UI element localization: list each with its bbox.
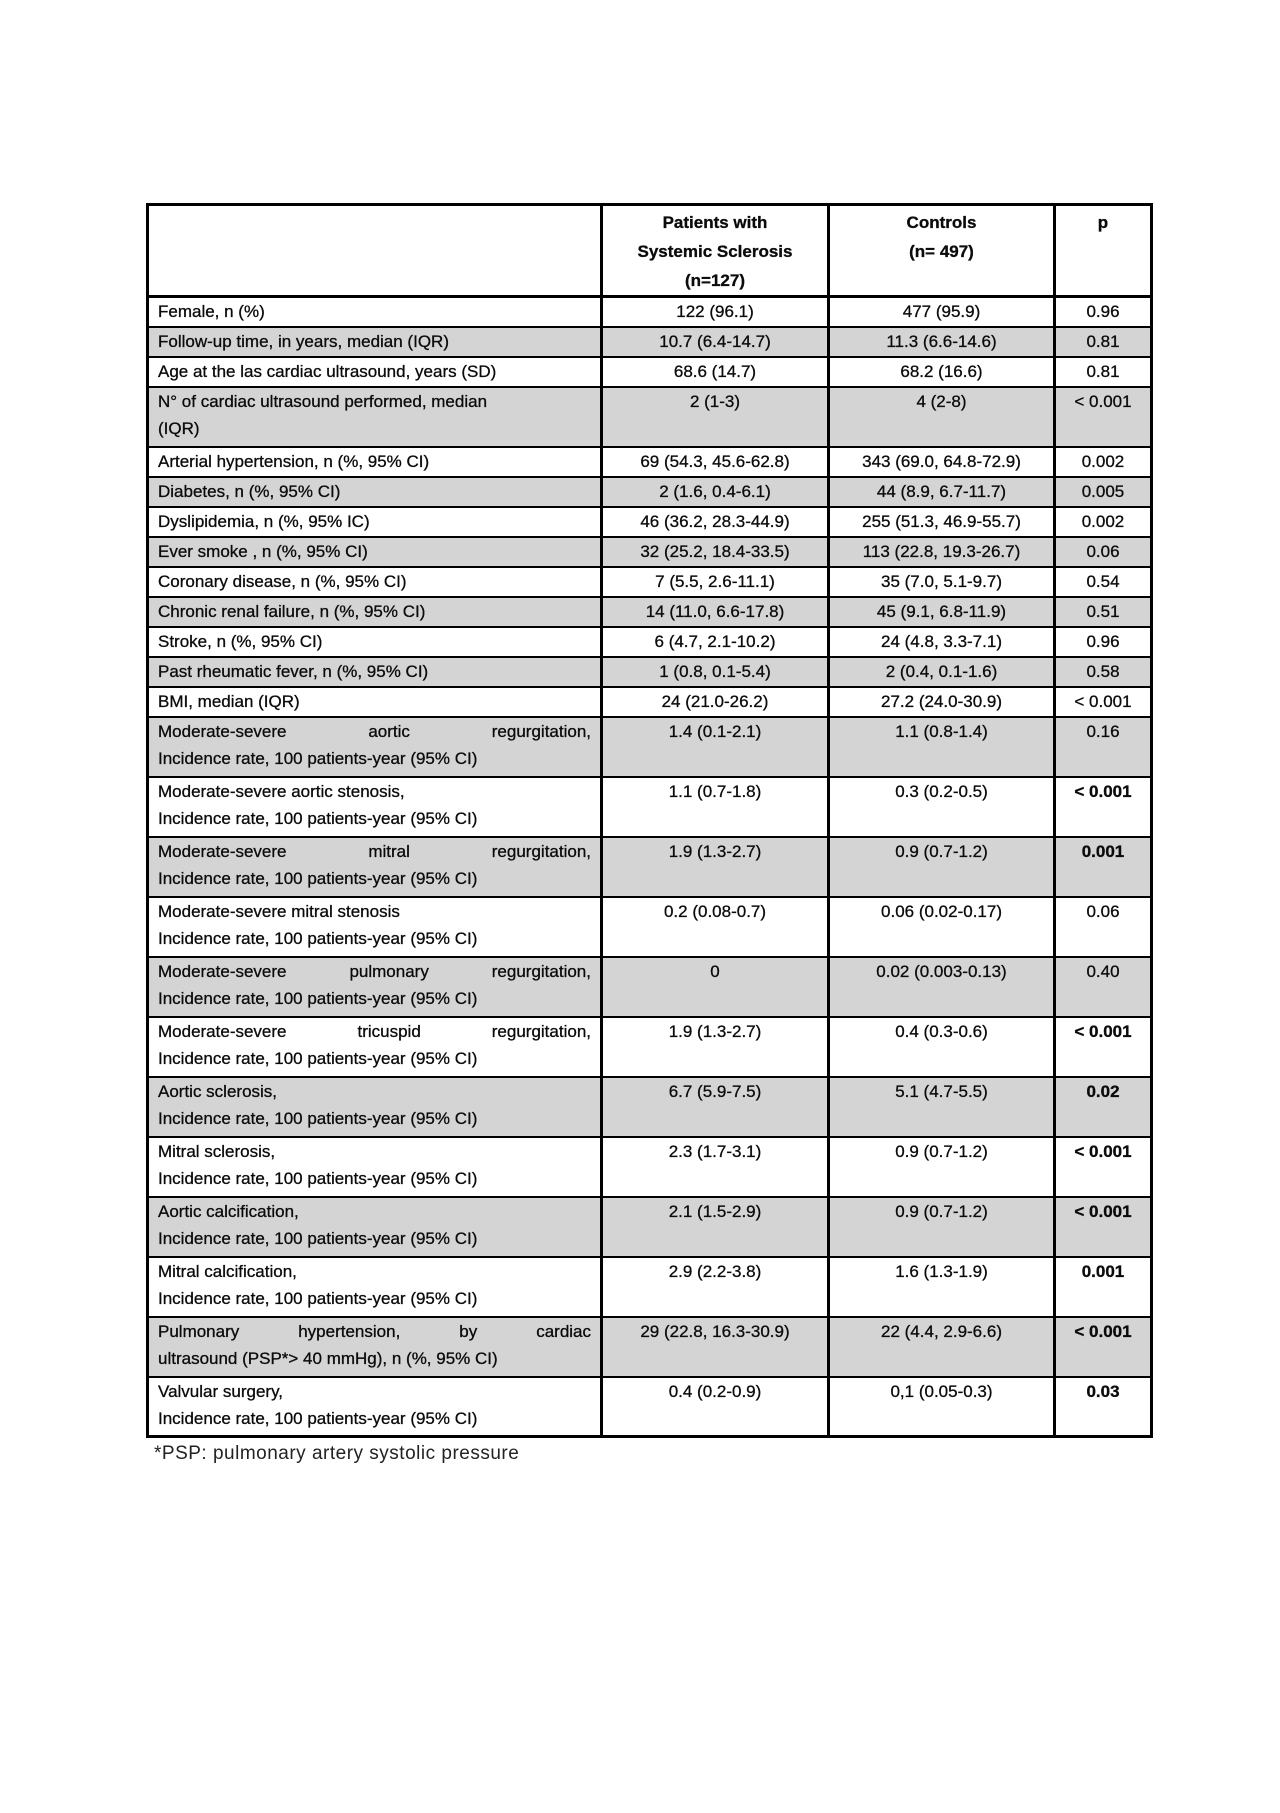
header-patients-line3: (n=127) [685,271,745,290]
table-row [148,1137,1152,1197]
row-label-line: Arterial hypertension, n (%, 95% CI) [158,451,430,471]
header-controls-line1: Controls [906,213,977,232]
p-value: 0.002 [1055,507,1152,537]
row-label-line: Aortic calcification, [158,1201,299,1221]
controls-value: 0.3 (0.2-0.5) [829,777,1055,837]
patients-value: 2.1 (1.5-2.9) [602,1197,829,1257]
row-label [148,1017,602,1077]
row-label-line: Incidence rate, 100 patients-year (95% CI) [158,1168,478,1188]
row-label [148,627,602,657]
row-label-line: BMI, median (IQR) [158,691,300,711]
p-value: 0.96 [1055,627,1152,657]
table-row [148,657,1152,687]
p-value: 0.001 [1055,837,1152,897]
controls-value: 0.4 (0.3-0.6) [829,1017,1055,1077]
row-label [148,657,602,687]
patients-value: 2.3 (1.7-3.1) [602,1137,829,1197]
controls-value: 5.1 (4.7-5.5) [829,1077,1055,1137]
row-label [148,1257,602,1317]
row-label-line: Incidence rate, 100 patients-year (95% CI) [158,1408,478,1428]
row-label [148,957,602,1017]
row-label [148,387,602,447]
row-label-line: Past rheumatic fever, n (%, 95% CI) [158,661,429,681]
p-value: 0.03 [1055,1377,1152,1437]
controls-value: 477 (95.9) [829,297,1055,327]
table-row [148,837,1152,897]
row-label-line: Follow-up time, in years, median (IQR) [158,331,449,351]
controls-value: 35 (7.0, 5.1-9.7) [829,567,1055,597]
table-row [148,1197,1152,1257]
p-value: 0.81 [1055,327,1152,357]
controls-value: 0,1 (0.05-0.3) [829,1377,1055,1437]
controls-value: 0.9 (0.7-1.2) [829,1197,1055,1257]
row-label-line: Age at the las cardiac ultrasound, years (SD) [158,361,497,381]
p-value: < 0.001 [1055,687,1152,717]
controls-value: 44 (8.9, 6.7-11.7) [829,477,1055,507]
row-label [148,1377,602,1437]
patients-value: 7 (5.5, 2.6-11.1) [602,567,829,597]
controls-value: 27.2 (24.0-30.9) [829,687,1055,717]
controls-value: 24 (4.8, 3.3-7.1) [829,627,1055,657]
header-patients-line1: Patients with [662,213,768,232]
row-label-line: Mitral calcification, [158,1261,297,1281]
row-label-line: Incidence rate, 100 patients-year (95% CI) [158,1228,478,1248]
row-label [148,897,602,957]
patients-value: 1.1 (0.7-1.8) [602,777,829,837]
controls-value: 343 (69.0, 64.8-72.9) [829,447,1055,477]
row-label-line: Dyslipidemia, n (%, 95% IC) [158,511,370,531]
controls-value: 45 (9.1, 6.8-11.9) [829,597,1055,627]
table-row [148,717,1152,777]
row-label [148,687,602,717]
p-value: 0.58 [1055,657,1152,687]
row-label [148,777,602,837]
row-label-line: Moderate-severe pulmonary regurgitation, [158,961,591,981]
p-value: < 0.001 [1055,1017,1152,1077]
row-label-line: Chronic renal failure, n (%, 95% CI) [158,601,426,621]
controls-value: 255 (51.3, 46.9-55.7) [829,507,1055,537]
header-controls-cell [829,205,1055,297]
p-value: 0.96 [1055,297,1152,327]
row-label-line: Incidence rate, 100 patients-year (95% CI) [158,1288,478,1308]
row-label [148,1137,602,1197]
header-patients-line2: Systemic Sclerosis [637,242,793,261]
controls-value: 2 (0.4, 0.1-1.6) [829,657,1055,687]
controls-value: 68.2 (16.6) [829,357,1055,387]
row-label [148,717,602,777]
controls-value: 4 (2-8) [829,387,1055,447]
table-row [148,627,1152,657]
controls-value: 113 (22.8, 19.3-26.7) [829,537,1055,567]
patients-value: 2 (1.6, 0.4-6.1) [602,477,829,507]
table-row [148,957,1152,1017]
p-value: 0.02 [1055,1077,1152,1137]
row-label-line: (IQR) [158,418,200,438]
patients-value: 1.9 (1.3-2.7) [602,1017,829,1077]
row-label-line: Ever smoke , n (%, 95% CI) [158,541,368,561]
table-row [148,357,1152,387]
patients-value: 6.7 (5.9-7.5) [602,1077,829,1137]
controls-value: 11.3 (6.6-14.6) [829,327,1055,357]
table-row [148,327,1152,357]
row-label-line: Stroke, n (%, 95% CI) [158,631,323,651]
row-label-line: Moderate-severe tricuspid regurgitation, [158,1021,591,1041]
row-label-line: Incidence rate, 100 patients-year (95% CI) [158,988,478,1008]
row-label [148,1317,602,1377]
row-label-line: Diabetes, n (%, 95% CI) [158,481,341,501]
row-label-line: Female, n (%) [158,302,265,321]
row-label-line: Mitral sclerosis, [158,1141,276,1161]
p-value: < 0.001 [1055,387,1152,447]
header-empty-cell [148,205,602,297]
row-label-line: Incidence rate, 100 patients-year (95% CI) [158,928,478,948]
row-label [148,477,602,507]
controls-value: 0.06 (0.02-0.17) [829,897,1055,957]
row-label [148,447,602,477]
p-value: 0.81 [1055,357,1152,387]
table-row [148,297,1152,327]
table-anchor [146,203,1153,1438]
row-label [148,297,602,327]
p-value: 0.001 [1055,1257,1152,1317]
patients-value: 1 (0.8, 0.1-5.4) [602,657,829,687]
table-row [148,1317,1152,1377]
table-row [148,1077,1152,1137]
row-label-line: Incidence rate, 100 patients-year (95% CI) [158,868,478,888]
table-row [148,447,1152,477]
row-label-line: Moderate-severe mitral regurgitation, [158,841,591,861]
row-label [148,567,602,597]
table-row [148,687,1152,717]
table-row [148,477,1152,507]
controls-value: 22 (4.4, 2.9-6.6) [829,1317,1055,1377]
p-value: 0.16 [1055,717,1152,777]
p-value: 0.005 [1055,477,1152,507]
row-label-line: Incidence rate, 100 patients-year (95% CI) [158,808,478,828]
table-row [148,1017,1152,1077]
patients-value: 68.6 (14.7) [602,357,829,387]
row-label [148,537,602,567]
patients-value: 2.9 (2.2-3.8) [602,1257,829,1317]
footnote: *PSP: pulmonary artery systolic pressure [154,1443,520,1464]
p-value: 0.002 [1055,447,1152,477]
p-value: < 0.001 [1055,1137,1152,1197]
row-label [148,837,602,897]
table-row [148,567,1152,597]
patients-value: 10.7 (6.4-14.7) [602,327,829,357]
patients-value: 1.4 (0.1-2.1) [602,717,829,777]
table-row [148,1257,1152,1317]
patients-value: 122 (96.1) [602,297,829,327]
p-value: 0.06 [1055,537,1152,567]
header-p-cell: p [1055,205,1152,297]
row-label-line: Pulmonary hypertension, by cardiac [158,1321,591,1341]
row-label [148,597,602,627]
patients-value: 6 (4.7, 2.1-10.2) [602,627,829,657]
row-label [148,1077,602,1137]
row-label-line: Incidence rate, 100 patients-year (95% CI) [158,748,478,768]
patients-value: 1.9 (1.3-2.7) [602,837,829,897]
row-label [148,327,602,357]
p-value: 0.51 [1055,597,1152,627]
patients-value: 0.4 (0.2-0.9) [602,1377,829,1437]
row-label [148,357,602,387]
row-label-line: Moderate-severe aortic stenosis, [158,781,405,801]
p-value: < 0.001 [1055,1317,1152,1377]
patients-value: 14 (11.0, 6.6-17.8) [602,597,829,627]
table-row [148,777,1152,837]
row-label-line: Valvular surgery, [158,1381,284,1401]
table-row [148,1377,1152,1437]
table-header-row [148,205,1152,297]
p-value: < 0.001 [1055,1197,1152,1257]
table-row [148,597,1152,627]
controls-value: 1.6 (1.3-1.9) [829,1257,1055,1317]
row-label-line: Moderate-severe mitral stenosis [158,901,400,921]
row-label-line: Moderate-severe aortic regurgitation, [158,721,591,741]
header-controls-line2: (n= 497) [909,242,974,261]
row-label-line: N° of cardiac ultrasound performed, median [158,391,488,411]
table-row [148,387,1152,447]
patients-value: 32 (25.2, 18.4-33.5) [602,537,829,567]
comparison-table [146,203,1153,1438]
patients-value: 46 (36.2, 28.3-44.9) [602,507,829,537]
controls-value: 0.02 (0.003-0.13) [829,957,1055,1017]
p-value: 0.06 [1055,897,1152,957]
row-label-line: Coronary disease, n (%, 95% CI) [158,571,407,591]
controls-value: 1.1 (0.8-1.4) [829,717,1055,777]
controls-value: 0.9 (0.7-1.2) [829,1137,1055,1197]
row-label-line: Incidence rate, 100 patients-year (95% CI) [158,1048,478,1068]
row-label-line: ultrasound (PSP*> 40 mmHg), n (%, 95% CI) [158,1348,498,1368]
header-patients-cell [602,205,829,297]
table-row [148,537,1152,567]
p-value: 0.40 [1055,957,1152,1017]
patients-value: 24 (21.0-26.2) [602,687,829,717]
patients-value: 0 [602,957,829,1017]
row-label-line: Incidence rate, 100 patients-year (95% CI) [158,1108,478,1128]
row-label [148,507,602,537]
patients-value: 69 (54.3, 45.6-62.8) [602,447,829,477]
controls-value: 0.9 (0.7-1.2) [829,837,1055,897]
p-value: 0.54 [1055,567,1152,597]
table-row [148,507,1152,537]
p-value: < 0.001 [1055,777,1152,837]
patients-value: 0.2 (0.08-0.7) [602,897,829,957]
patients-value: 29 (22.8, 16.3-30.9) [602,1317,829,1377]
table-row [148,897,1152,957]
row-label-line: Aortic sclerosis, [158,1081,278,1101]
row-label [148,1197,602,1257]
table-body [148,297,1152,1437]
patients-value: 2 (1-3) [602,387,829,447]
